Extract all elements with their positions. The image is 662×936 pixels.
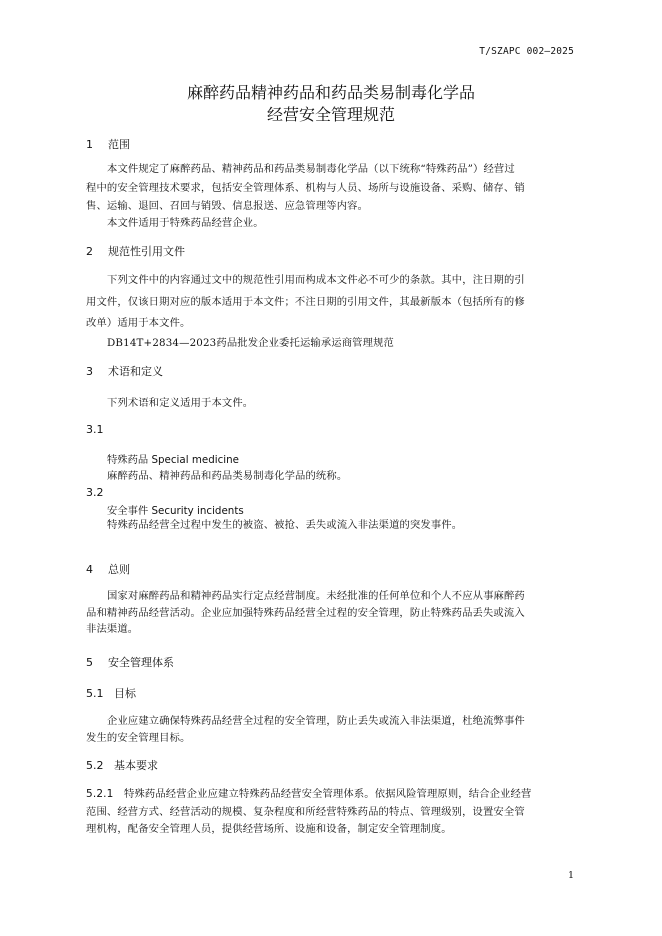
term-definition: 特殊药品经营全过程中发生的被盗、被抢、丢失或流入非法渠道的突发事件。 (107, 519, 463, 531)
section-4-heading (86, 561, 130, 577)
normative-reference: DB14T+2834—2023药品批发企业委托运输承运商管理规范 (107, 337, 394, 349)
term-number: 3.2 (86, 486, 104, 499)
paragraph: 下列术语和定义适用于本文件。 (107, 397, 254, 409)
term-name: 安全事件 Security incidents (107, 505, 244, 517)
paragraph-line: 国家对麻醉药品和精神药品实行定点经营制度。未经批准的任何单位和个人不应从事麻醉药 (107, 590, 525, 602)
section-2-heading (86, 243, 185, 259)
paragraph-line: 改单）适用于本文件。 (86, 317, 191, 329)
section-title: 总则 (108, 563, 130, 576)
section-3-heading (86, 363, 163, 379)
paragraph-line: 下列文件中的内容通过文中的规范性引用而构成本文件必不可少的条款。其中，注日期的引 (107, 274, 525, 286)
section-title: 目标 (114, 687, 136, 700)
paragraph-line: 企业应建立确保特殊药品经营全过程的安全管理，防止丢失或流入非法渠道，杜绝流弊事件 (107, 715, 525, 727)
paragraph-line: 售、运输、退回、召回与销毁、信息报送、应急管理等内容。 (86, 200, 369, 212)
paragraph-line: 特殊药品经营企业应建立特殊药品经营安全管理体系。依据风险管理原则，结合企业经营 (124, 788, 532, 800)
section-number: 1 (86, 138, 93, 151)
document-title-line2: 经营安全管理规范 (266, 105, 395, 124)
paragraph-line: 本文件规定了麻醉药品、精神药品和药品类易制毒化学品（以下统称“特殊药品”）经营过 (107, 163, 515, 175)
section-5-1-heading (86, 685, 136, 701)
section-title: 范围 (108, 138, 130, 151)
section-number: 5.2 (86, 759, 104, 772)
section-title: 安全管理体系 (108, 656, 174, 669)
section-title: 术语和定义 (108, 365, 163, 378)
section-number: 5 (86, 656, 93, 669)
term-name: 特殊药品 Special medicine (107, 454, 239, 466)
section-number: 3 (86, 365, 93, 378)
paragraph-line: 发生的安全管理目标。 (86, 732, 191, 744)
document-number: T/SZAPC 002—2025 (479, 46, 574, 57)
section-number: 4 (86, 563, 93, 576)
paragraph-line: 非法渠道。 (86, 623, 139, 635)
paragraph-line: 范围、经营方式、经营活动的规模、复杂程度和所经营特殊药品的特点、管理级别，设置安全管 (86, 806, 525, 818)
section-number: 2 (86, 245, 93, 258)
section-1-heading (86, 136, 130, 152)
clause-number: 5.2.1 (86, 788, 114, 800)
section-5-2-heading (86, 757, 158, 773)
clause-5-2-1 (86, 785, 531, 800)
section-5-heading (86, 654, 174, 670)
paragraph-line: 理机构，配备安全管理人员，提供经营场所、设施和设备，制定安全管理制度。 (86, 823, 452, 835)
section-title: 规范性引用文件 (108, 245, 185, 258)
page-number: 1 (567, 870, 574, 881)
paragraph-line: 品和精神药品经营活动。企业应加强特殊药品经营全过程的安全管理，防止特殊药品丢失或流入 (86, 607, 525, 619)
document-title-line1: 麻醉药品精神药品和药品类易制毒化学品 (186, 83, 475, 102)
section-number: 5.1 (86, 687, 104, 700)
term-number: 3.1 (86, 423, 104, 436)
term-definition: 麻醉药品、精神药品和药品类易制毒化学品的统称。 (107, 470, 348, 482)
paragraph: 本文件适用于特殊药品经营企业。 (107, 217, 264, 229)
paragraph-line: 程中的安全管理技术要求，包括安全管理体系、机构与人员、场所与设施设备、采购、储存、销 (86, 182, 525, 194)
paragraph-line: 用文件，仅该日期对应的版本适用于本文件；不注日期的引用文件，其最新版本（包括所有的修 (86, 296, 525, 308)
section-title: 基本要求 (114, 759, 158, 772)
